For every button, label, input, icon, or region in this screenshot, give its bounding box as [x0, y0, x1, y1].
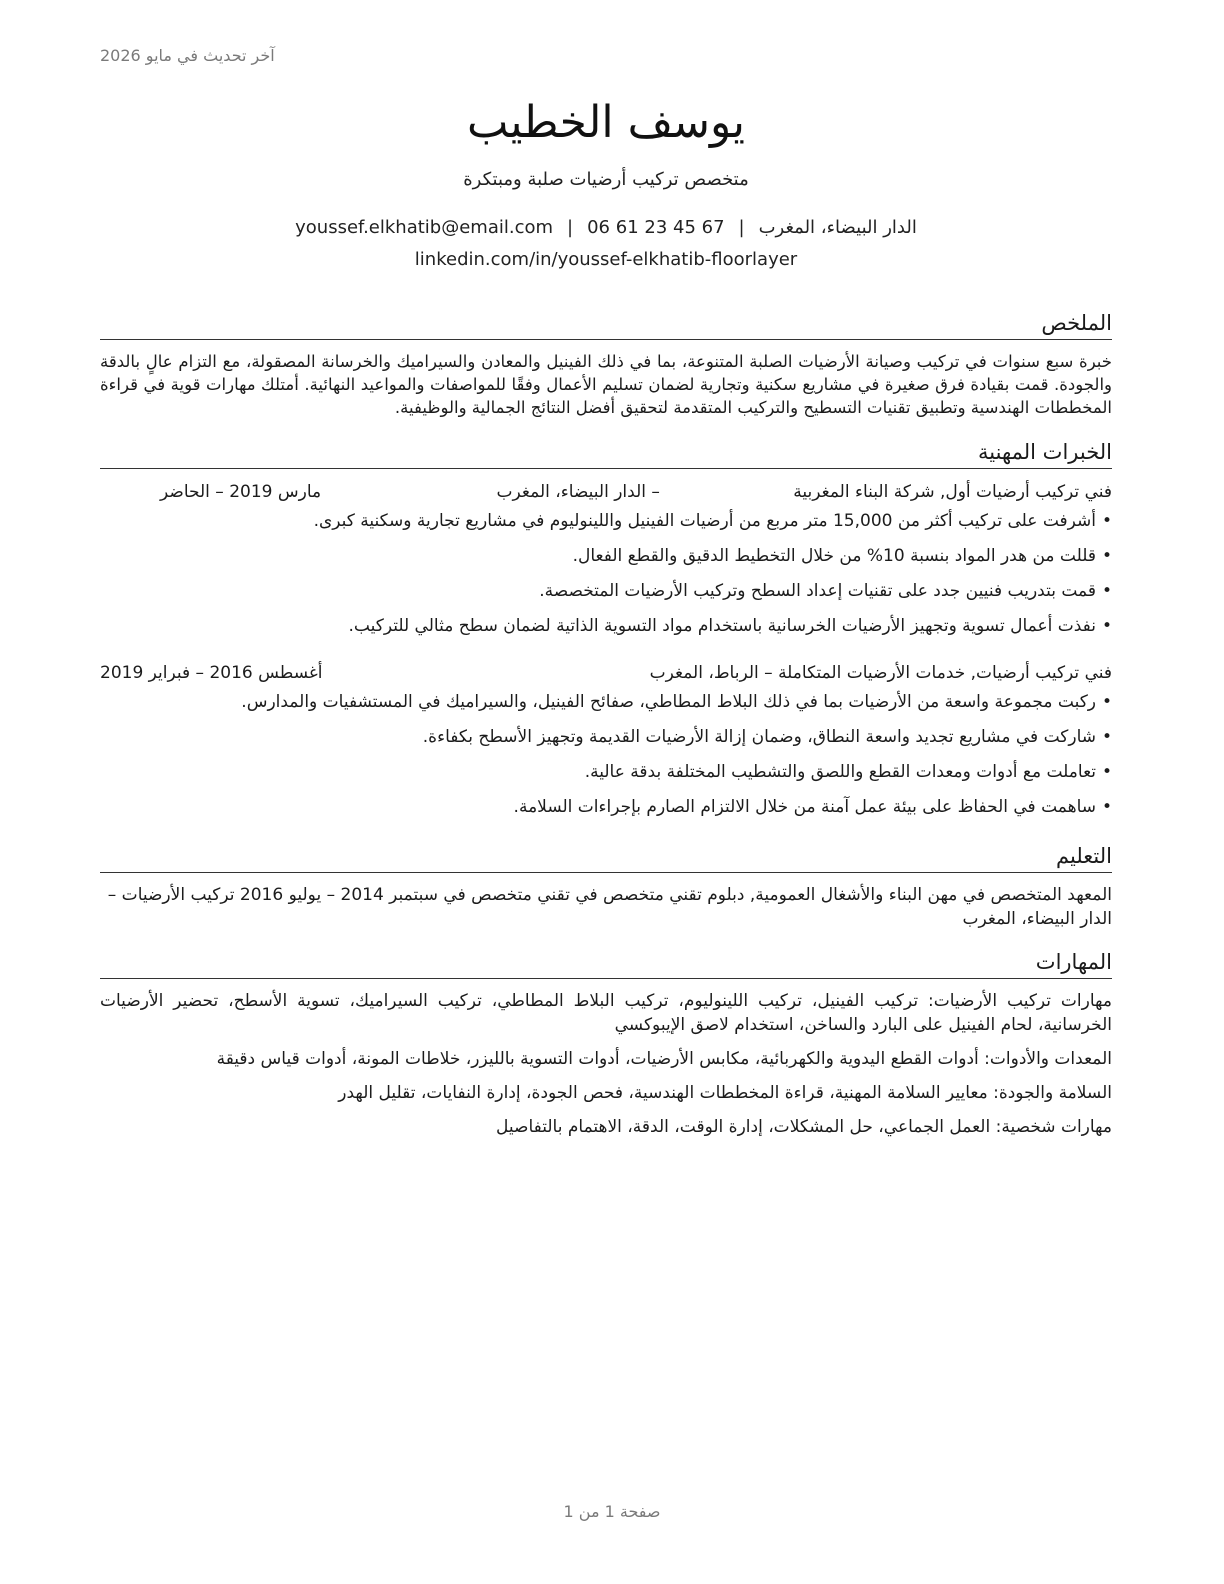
section-title-summary: الملخص — [100, 308, 1112, 340]
experience-section — [100, 437, 1112, 819]
bullet-icon: • — [1101, 581, 1112, 601]
contact-separator: | — [567, 217, 574, 238]
list-item — [100, 614, 1112, 638]
job-header — [100, 660, 1112, 686]
resume-content — [100, 308, 1112, 1149]
bullet-icon: • — [1101, 727, 1112, 747]
job-bullets — [100, 690, 1112, 819]
section-title-experience: الخبرات المهنية — [100, 437, 1112, 469]
job-entry — [100, 660, 1112, 819]
list-item — [100, 760, 1112, 784]
contact-location: الدار البيضاء، المغرب — [758, 217, 917, 238]
bullet-text: أشرفت على تركيب أكثر من 15,000 متر مربع من أرضيات الفينيل واللينوليوم في مشاريع تجارية وسكنية كبرى. — [313, 511, 1096, 531]
list-item — [100, 509, 1112, 533]
bullet-text: ساهمت في الحفاظ على بيئة عمل آمنة من خلال الالتزام الصارم بإجراءات السلامة. — [513, 797, 1096, 817]
job-role-company: فني تركيب أرضيات أول, شركة البناء المغربية — [793, 482, 1112, 502]
bullet-icon: • — [1101, 692, 1112, 712]
bullet-text: ركبت مجموعة واسعة من الأرضيات بما في ذلك البلاط المطاطي، صفائح الفينيل، والسيراميك في المستشفيات والمدارس. — [241, 692, 1096, 712]
last-updated: آخر تحديث في مايو 2026 — [100, 46, 275, 65]
skill-item: مهارات تركيب الأرضيات: تركيب الفينيل، تركيب اللينوليوم، تركيب البلاط المطاطي، تركيب السيراميك، تسوية الأسطح، تحضير الأرضيات الخرسانية، لحام الفينيل على البارد والساخن، استخدام لاصق الإيبوكسي — [100, 991, 1112, 1035]
bullet-text: نفذت أعمال تسوية وتجهيز الأرضيات الخرسانية باستخدام مواد التسوية الذاتية لضمان سطح مثالي للتركيب. — [348, 616, 1096, 636]
job-dates: أغسطس 2016 – فبراير 2019 — [100, 663, 323, 683]
candidate-title: متخصص تركيب أرضيات صلبة ومبتكرة — [463, 169, 749, 190]
job-role-location — [650, 660, 1112, 686]
bullet-icon: • — [1101, 616, 1112, 636]
bullet-icon: • — [1101, 797, 1112, 817]
education-text: المعهد المتخصص في مهن البناء والأشغال العمومية, دبلوم تقني متخصص في تقني متخصص في سبتمبر 2014 – يوليو 2016 تركيب الأرضيات – الدار البيضاء، المغرب — [107, 885, 1112, 929]
bullet-icon: • — [1101, 762, 1112, 782]
skills-section — [100, 947, 1112, 1139]
list-item — [100, 795, 1112, 819]
contact-email[interactable]: youssef.elkhatib@email.com — [295, 217, 554, 238]
contact-separator: | — [738, 217, 745, 238]
contact-info — [100, 212, 1112, 276]
summary-text: خبرة سبع سنوات في تركيب وصيانة الأرضيات الصلبة المتنوعة، بما في ذلك الفينيل والمعادن والسيراميك والخرسانة المصقولة، مع التزام عالٍ بالدقة والجودة. قمت بقيادة فرق صغيرة في مشاريع سكنية وتجارية لضمان تسليم الأعمال وفقًا للمواصفات والمواعيد النهائية. أمتلك مهارات قوية في قراءة المخططات الهندسية وتطبيق تقنيات التسطيح والتركيب المتقدمة لتحقيق أفضل النتائج الجمالية والوظيفية. — [100, 352, 1112, 417]
job-bullets — [100, 509, 1112, 638]
skill-item: مهارات شخصية: العمل الجماعي، حل المشكلات، إدارة الوقت، الدقة، الاهتمام بالتفاصيل — [496, 1117, 1112, 1137]
contact-linkedin[interactable]: linkedin.com/in/youssef-elkhatib-floorlayer — [414, 249, 798, 270]
bullet-icon: • — [1101, 546, 1112, 566]
page-number: صفحة 1 من 1 — [563, 1502, 661, 1521]
education-section — [100, 841, 1112, 931]
contact-line-2 — [100, 244, 1112, 276]
job-header — [100, 479, 1112, 505]
bullet-text: قمت بتدريب فنيين جدد على تقنيات إعداد السطح وتركيب الأرضيات المتخصصة. — [539, 581, 1096, 601]
section-title-education: التعليم — [100, 841, 1112, 873]
list-item — [100, 725, 1112, 749]
list-item — [100, 579, 1112, 603]
job-location: – الرباط، المغرب — [649, 663, 779, 683]
bullet-icon: • — [1101, 511, 1112, 531]
list-item — [100, 544, 1112, 568]
skill-item: السلامة والجودة: معايير السلامة المهنية، قراءة المخططات الهندسية، فحص الجودة، إدارة النفايات، تقليل الهدر — [338, 1083, 1112, 1103]
job-location: – الدار البيضاء، المغرب — [496, 482, 666, 502]
bullet-text: تعاملت مع أدوات ومعدات القطع واللصق والتشطيب المختلفة بدقة عالية. — [584, 762, 1096, 782]
candidate-name: يوسف الخطيب — [467, 97, 745, 148]
resume-header — [100, 90, 1112, 276]
skill-item: المعدات والأدوات: أدوات القطع اليدوية والكهربائية، مكابس الأرضيات، أدوات التسوية بالليزر، خلاطات المونة، أدوات قياس دقيقة — [216, 1049, 1112, 1069]
list-item — [100, 690, 1112, 714]
section-title-skills: المهارات — [100, 947, 1112, 979]
contact-line-1 — [100, 212, 1112, 244]
job-role-location — [497, 479, 1112, 505]
job-role-company: فني تركيب أرضيات, خدمات الأرضيات المتكاملة — [778, 663, 1112, 683]
job-dates: مارس 2019 – الحاضر — [160, 482, 322, 502]
bullet-text: شاركت في مشاريع تجديد واسعة النطاق، وضمان إزالة الأرضيات القديمة وتجهيز الأسطح بكفاءة. — [422, 727, 1096, 747]
summary-section — [100, 308, 1112, 419]
contact-phone: 06 61 23 45 67 — [587, 217, 725, 238]
bullet-text: قللت من هدر المواد بنسبة 10% من خلال التخطيط الدقيق والقطع الفعال. — [572, 546, 1096, 566]
job-entry — [100, 479, 1112, 638]
